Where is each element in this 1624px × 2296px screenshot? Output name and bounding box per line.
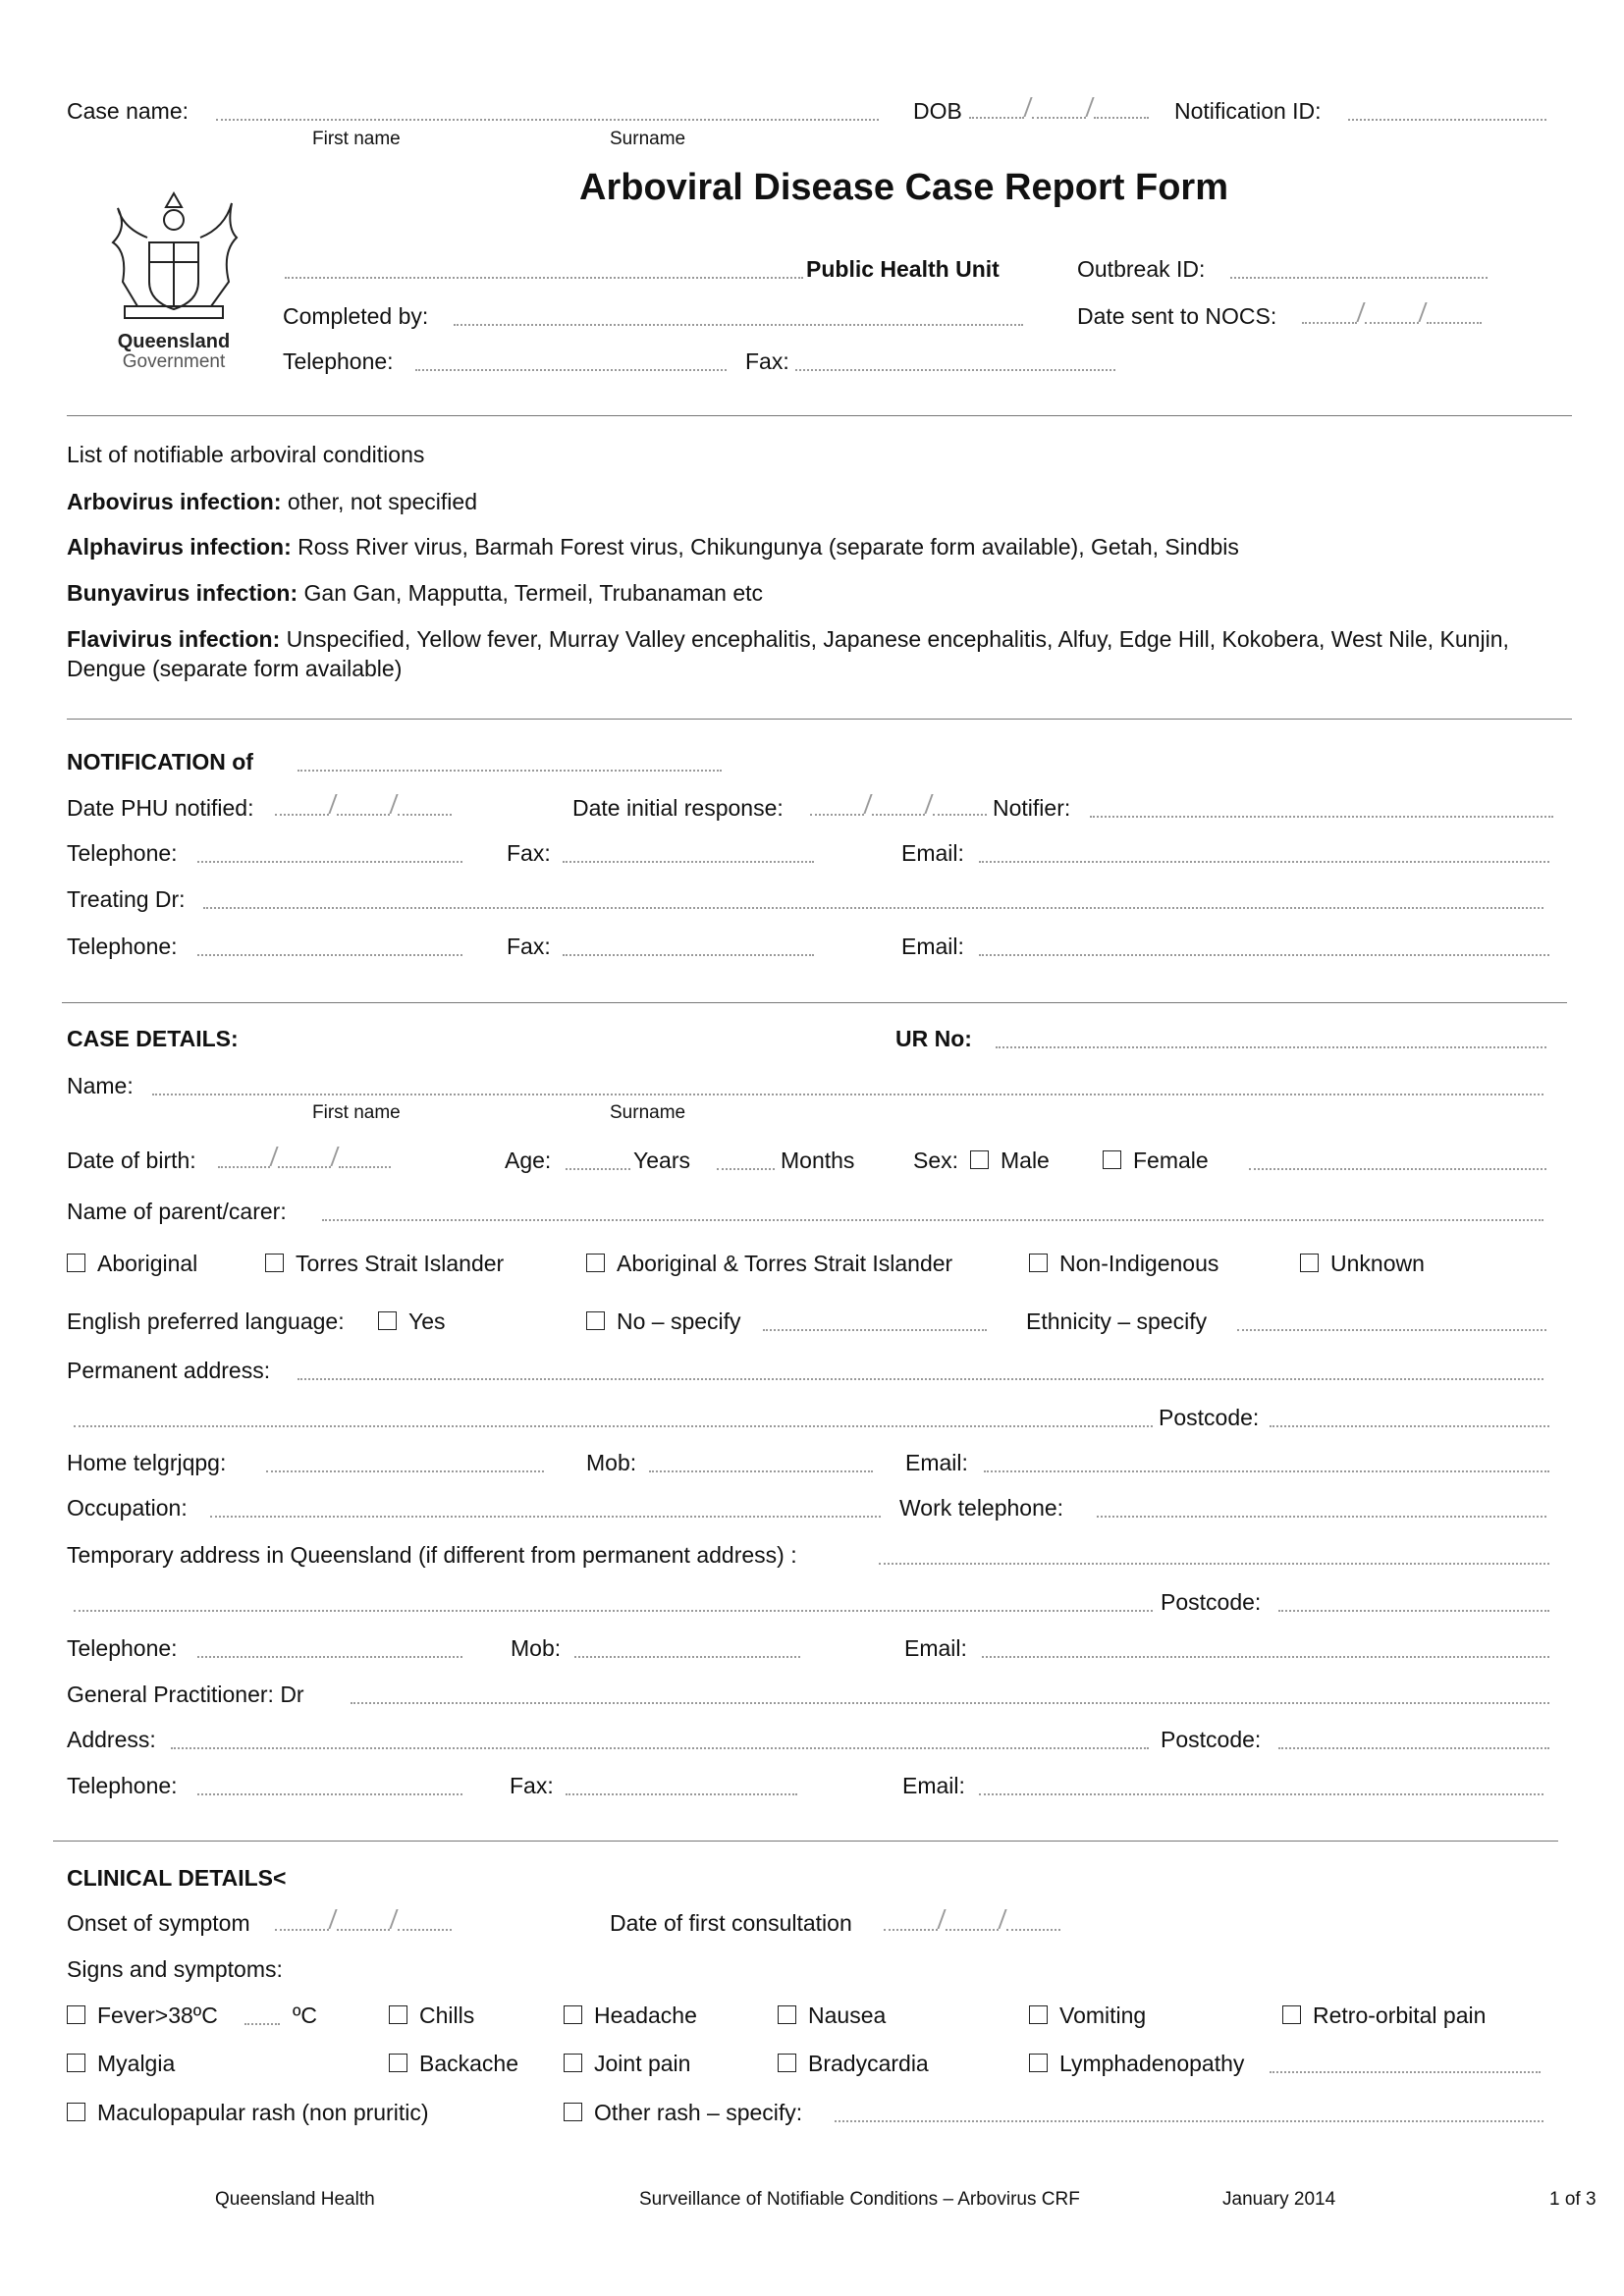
checkbox[interactable]	[67, 2054, 85, 2072]
condition-name: Bunyavirus infection:	[67, 580, 298, 606]
checkbox[interactable]	[778, 2054, 796, 2072]
footer-document: Surveillance of Notifiable Conditions – Arbovirus CRF	[639, 2189, 1080, 2210]
case-name-field[interactable]	[216, 97, 879, 121]
signs-symptoms-label: Signs and symptoms:	[67, 1956, 283, 1982]
option-label: Unknown	[1330, 1251, 1425, 1276]
indigenous-option-aboriginal[interactable]	[67, 1250, 197, 1277]
temp-email-label: Email:	[904, 1635, 967, 1661]
treating-dr-label: Treating Dr:	[67, 886, 186, 912]
symptom-lymphadenopathy[interactable]	[1029, 2050, 1244, 2077]
age-months-field[interactable]	[717, 1147, 775, 1170]
option-label: Bradycardia	[808, 2051, 929, 2076]
symptom-fever[interactable]	[67, 2002, 218, 2029]
divider	[67, 415, 1572, 416]
checkbox[interactable]	[378, 1311, 397, 1330]
date-sent-field[interactable]	[1302, 302, 1482, 324]
symptom-headache[interactable]	[564, 2002, 697, 2029]
condition-name: Alphavirus infection:	[67, 534, 292, 560]
symptom-bradycardia[interactable]	[778, 2050, 929, 2077]
checkbox[interactable]	[1282, 2005, 1301, 2024]
symptom-vomiting[interactable]	[1029, 2002, 1146, 2029]
notifier-email-field[interactable]	[979, 839, 1549, 863]
condition-flavivirus	[67, 624, 1530, 683]
parent-carer-label: Name of parent/carer:	[67, 1199, 287, 1224]
date-sent-label: Date sent to NOCS:	[1077, 303, 1277, 329]
home-telephone-field[interactable]	[266, 1449, 544, 1472]
temp-telephone-label: Telephone:	[67, 1635, 178, 1661]
temporary-address-line2-field[interactable]	[74, 1588, 1153, 1612]
notifier-fax-field[interactable]	[563, 839, 814, 863]
name-field[interactable]	[152, 1072, 1543, 1095]
language-specify-field[interactable]	[763, 1308, 987, 1331]
temp-mob-field[interactable]	[574, 1634, 800, 1658]
case-details-heading: CASE DETAILS:	[67, 1026, 239, 1051]
condition-alphavirus	[67, 532, 1540, 561]
mob-field[interactable]	[649, 1449, 873, 1472]
indigenous-option-non[interactable]	[1029, 1250, 1218, 1277]
temporary-postcode-field[interactable]	[1278, 1588, 1549, 1612]
option-label: Backache	[419, 2051, 519, 2076]
notifier-telephone-field[interactable]	[197, 839, 462, 863]
checkbox[interactable]	[1029, 2005, 1048, 2024]
months-label: Months	[781, 1148, 855, 1173]
checkbox[interactable]	[564, 2054, 582, 2072]
option-label: Yes	[408, 1308, 446, 1334]
gp-address-field[interactable]	[171, 1726, 1149, 1749]
option-label: No – specify	[617, 1308, 741, 1334]
gp-postcode-field[interactable]	[1278, 1726, 1549, 1749]
symptom-chills[interactable]	[389, 2002, 474, 2029]
sex-other-field[interactable]	[1249, 1147, 1546, 1170]
temp-email-field[interactable]	[982, 1634, 1549, 1658]
gp-label: General Practitioner: Dr	[67, 1682, 304, 1707]
divider	[53, 1841, 1558, 1842]
years-label: Years	[633, 1148, 690, 1173]
option-label: Headache	[594, 2002, 697, 2028]
option-label: Joint pain	[594, 2051, 691, 2076]
temp-mob-label: Mob:	[511, 1635, 562, 1661]
checkbox[interactable]	[778, 2005, 796, 2024]
notifier-fax-label: Fax:	[507, 840, 551, 866]
name-label: Name:	[67, 1073, 134, 1098]
email-field[interactable]	[984, 1449, 1549, 1472]
gp-fax-label: Fax:	[510, 1773, 554, 1798]
ethnicity-label: Ethnicity – specify	[1026, 1308, 1208, 1334]
condition-bunyavirus	[67, 578, 1540, 608]
notification-id-field[interactable]	[1348, 97, 1546, 121]
gp-email-label: Email:	[902, 1773, 965, 1798]
notification-heading: NOTIFICATION of	[67, 749, 253, 774]
permanent-address-line2-field[interactable]	[74, 1404, 1153, 1427]
dr-telephone-field[interactable]	[197, 933, 462, 956]
notification-id-label: Notification ID:	[1174, 98, 1322, 124]
checkbox[interactable]	[1103, 1150, 1121, 1169]
english-language-label: English preferred language:	[67, 1308, 345, 1334]
dob-field[interactable]	[969, 97, 1149, 119]
gp-telephone-field[interactable]	[197, 1772, 462, 1795]
treating-dr-field[interactable]	[203, 885, 1543, 909]
email-label: Email:	[905, 1450, 968, 1475]
symptom-maculopapular-rash[interactable]	[67, 2099, 429, 2126]
condition-arbovirus	[67, 487, 1540, 516]
completed-by-label: Completed by:	[283, 303, 429, 329]
symptom-myalgia[interactable]	[67, 2050, 175, 2077]
ur-no-label: UR No:	[895, 1026, 972, 1051]
symptom-backache[interactable]	[389, 2050, 518, 2077]
symptom-other-rash[interactable]	[564, 2099, 802, 2126]
option-label: Maculopapular rash (non pruritic)	[97, 2100, 429, 2125]
clinical-details-heading: CLINICAL DETAILS<	[67, 1865, 287, 1891]
option-label: Vomiting	[1059, 2002, 1147, 2028]
gp-fax-field[interactable]	[566, 1772, 797, 1795]
temporary-address-label: Temporary address in Queensland (if different from permanent address) :	[67, 1542, 797, 1568]
checkbox[interactable]	[970, 1150, 989, 1169]
dr-fax-label: Fax:	[507, 934, 551, 959]
condition-name: Flavivirus infection:	[67, 626, 281, 652]
conditions-intro: List of notifiable arboviral conditions	[67, 442, 425, 467]
condition-text: Gan Gan, Mapputta, Termeil, Trubanaman etc	[298, 580, 764, 606]
postcode-label: Postcode:	[1161, 1589, 1262, 1615]
notifier-label: Notifier:	[993, 795, 1071, 821]
first-name-hint: First name	[312, 1102, 401, 1123]
date-phu-label: Date PHU notified:	[67, 795, 254, 821]
public-health-unit-field[interactable]	[285, 255, 803, 279]
first-name-hint: First name	[312, 129, 401, 149]
dr-fax-field[interactable]	[563, 933, 814, 956]
condition-text: other, not specified	[281, 489, 477, 514]
footer-page-number: 1 of 3	[1549, 2189, 1597, 2210]
surname-hint: Surname	[610, 129, 686, 149]
ethnicity-field[interactable]	[1237, 1308, 1546, 1331]
case-name-label: Case name:	[67, 98, 189, 124]
notifier-telephone-label: Telephone:	[67, 840, 178, 866]
first-consultation-label: Date of first consultation	[610, 1910, 852, 1936]
option-label: Other rash – specify:	[594, 2100, 803, 2125]
gp-telephone-label: Telephone:	[67, 1773, 178, 1798]
date-initial-label: Date initial response:	[572, 795, 784, 821]
english-no-option[interactable]	[586, 1308, 741, 1335]
option-label: Aboriginal	[97, 1251, 198, 1276]
option-label: Retro-orbital pain	[1313, 2002, 1487, 2028]
indigenous-option-unknown[interactable]	[1300, 1250, 1425, 1277]
english-yes-option[interactable]	[378, 1308, 446, 1335]
age-years-field[interactable]	[566, 1147, 630, 1170]
sex-label: Sex:	[913, 1148, 959, 1173]
option-label: Female	[1133, 1148, 1209, 1173]
fax-label: Fax:	[745, 348, 789, 374]
permanent-address-label: Permanent address:	[67, 1358, 271, 1383]
indigenous-option-both[interactable]	[586, 1250, 952, 1277]
option-label: Myalgia	[97, 2051, 176, 2076]
outbreak-id-field[interactable]	[1230, 255, 1488, 279]
dr-email-label: Email:	[901, 934, 964, 959]
notification-of-field[interactable]	[298, 748, 722, 772]
footer-org: Queensland Health	[215, 2189, 375, 2210]
public-health-unit-label: Public Health Unit	[806, 256, 1000, 282]
permanent-postcode-field[interactable]	[1270, 1404, 1549, 1427]
condition-text: Unspecified, Yellow fever, Murray Valley encephalitis, Japanese encephalitis, Alfuy, Edge Hill, Kokobera, West Nile, Kunjin, Dengue (separate form available)	[67, 626, 1509, 681]
option-label: Nausea	[808, 2002, 887, 2028]
option-label: Fever>38ºC	[97, 2002, 218, 2028]
checkbox[interactable]	[67, 1254, 85, 1272]
telephone-field[interactable]	[415, 347, 727, 371]
home-telephone-label: Home telgrjqpg:	[67, 1450, 227, 1475]
symptom-joint-pain[interactable]	[564, 2050, 690, 2077]
checkbox[interactable]	[67, 2103, 85, 2121]
checkbox[interactable]	[265, 1254, 284, 1272]
occupation-field[interactable]	[210, 1494, 881, 1518]
checkbox[interactable]	[389, 2054, 407, 2072]
onset-label: Onset of symptom	[67, 1910, 250, 1936]
checkbox[interactable]	[389, 2005, 407, 2024]
sex-female-option[interactable]	[1103, 1147, 1209, 1174]
checkbox[interactable]	[564, 2103, 582, 2121]
fever-unit-label: ºC	[293, 2002, 318, 2028]
outbreak-id-label: Outbreak ID:	[1077, 256, 1206, 282]
option-label: Non-Indigenous	[1059, 1251, 1219, 1276]
coat-of-arms-icon	[100, 188, 247, 326]
temporary-address-field[interactable]	[879, 1541, 1549, 1565]
condition-name: Arbovirus infection:	[67, 489, 282, 514]
fever-temperature-field[interactable]	[244, 2002, 280, 2025]
gp-field[interactable]	[351, 1681, 1549, 1704]
lymphadenopathy-field[interactable]	[1270, 2050, 1541, 2073]
postcode-label: Postcode:	[1159, 1405, 1260, 1430]
footer-date: January 2014	[1222, 2189, 1336, 2210]
divider	[67, 719, 1572, 720]
checkbox[interactable]	[586, 1311, 605, 1330]
temp-telephone-field[interactable]	[197, 1634, 462, 1658]
logo-line2: Government	[122, 351, 226, 372]
date-of-birth-field[interactable]	[218, 1147, 391, 1168]
option-label: Aboriginal & Torres Strait Islander	[617, 1251, 953, 1276]
date-of-birth-label: Date of birth:	[67, 1148, 196, 1173]
telephone-label: Telephone:	[283, 348, 394, 374]
option-label: Male	[1001, 1148, 1050, 1173]
option-label: Chills	[419, 2002, 475, 2028]
checkbox[interactable]	[564, 2005, 582, 2024]
onset-date-field[interactable]	[275, 1909, 452, 1931]
age-label: Age:	[505, 1148, 552, 1173]
checkbox[interactable]	[1029, 1254, 1048, 1272]
indigenous-option-tsi[interactable]	[265, 1250, 504, 1277]
permanent-address-field[interactable]	[298, 1357, 1543, 1380]
occupation-label: Occupation:	[67, 1495, 188, 1521]
sex-male-option[interactable]	[970, 1147, 1050, 1174]
other-rash-field[interactable]	[835, 2099, 1543, 2122]
work-telephone-field[interactable]	[1097, 1494, 1546, 1518]
gp-address-label: Address:	[67, 1727, 156, 1752]
date-initial-field[interactable]	[810, 794, 987, 816]
notifier-field[interactable]	[1090, 794, 1553, 818]
dr-telephone-label: Telephone:	[67, 934, 178, 959]
work-telephone-label: Work telephone:	[899, 1495, 1064, 1521]
gp-email-field[interactable]	[979, 1772, 1543, 1795]
checkbox[interactable]	[586, 1254, 605, 1272]
postcode-label: Postcode:	[1161, 1727, 1262, 1752]
surname-hint: Surname	[610, 1102, 686, 1123]
dr-email-field[interactable]	[979, 933, 1549, 956]
page-title: Arboviral Disease Case Report Form	[579, 167, 1229, 208]
option-label: Torres Strait Islander	[296, 1251, 505, 1276]
checkbox[interactable]	[1029, 2054, 1048, 2072]
fax-field[interactable]	[795, 347, 1115, 371]
notifier-email-label: Email:	[901, 840, 964, 866]
option-label: Lymphadenopathy	[1059, 2051, 1245, 2076]
completed-by-field[interactable]	[454, 302, 1023, 326]
condition-text: Ross River virus, Barmah Forest virus, Chikungunya (separate form available), Getah, Sindbis	[291, 534, 1239, 560]
symptom-retro-orbital-pain[interactable]	[1282, 2002, 1486, 2029]
queensland-government-logo	[100, 188, 247, 385]
checkbox[interactable]	[1300, 1254, 1319, 1272]
logo-line1: Queensland	[117, 331, 231, 352]
dob-label: DOB	[913, 98, 962, 124]
mob-label: Mob:	[586, 1450, 637, 1475]
ur-no-field[interactable]	[996, 1025, 1546, 1048]
divider	[62, 1002, 1567, 1003]
date-phu-field[interactable]	[275, 794, 452, 816]
parent-carer-field[interactable]	[322, 1198, 1543, 1221]
symptom-nausea[interactable]	[778, 2002, 886, 2029]
first-consultation-date-field[interactable]	[884, 1909, 1060, 1931]
checkbox[interactable]	[67, 2005, 85, 2024]
